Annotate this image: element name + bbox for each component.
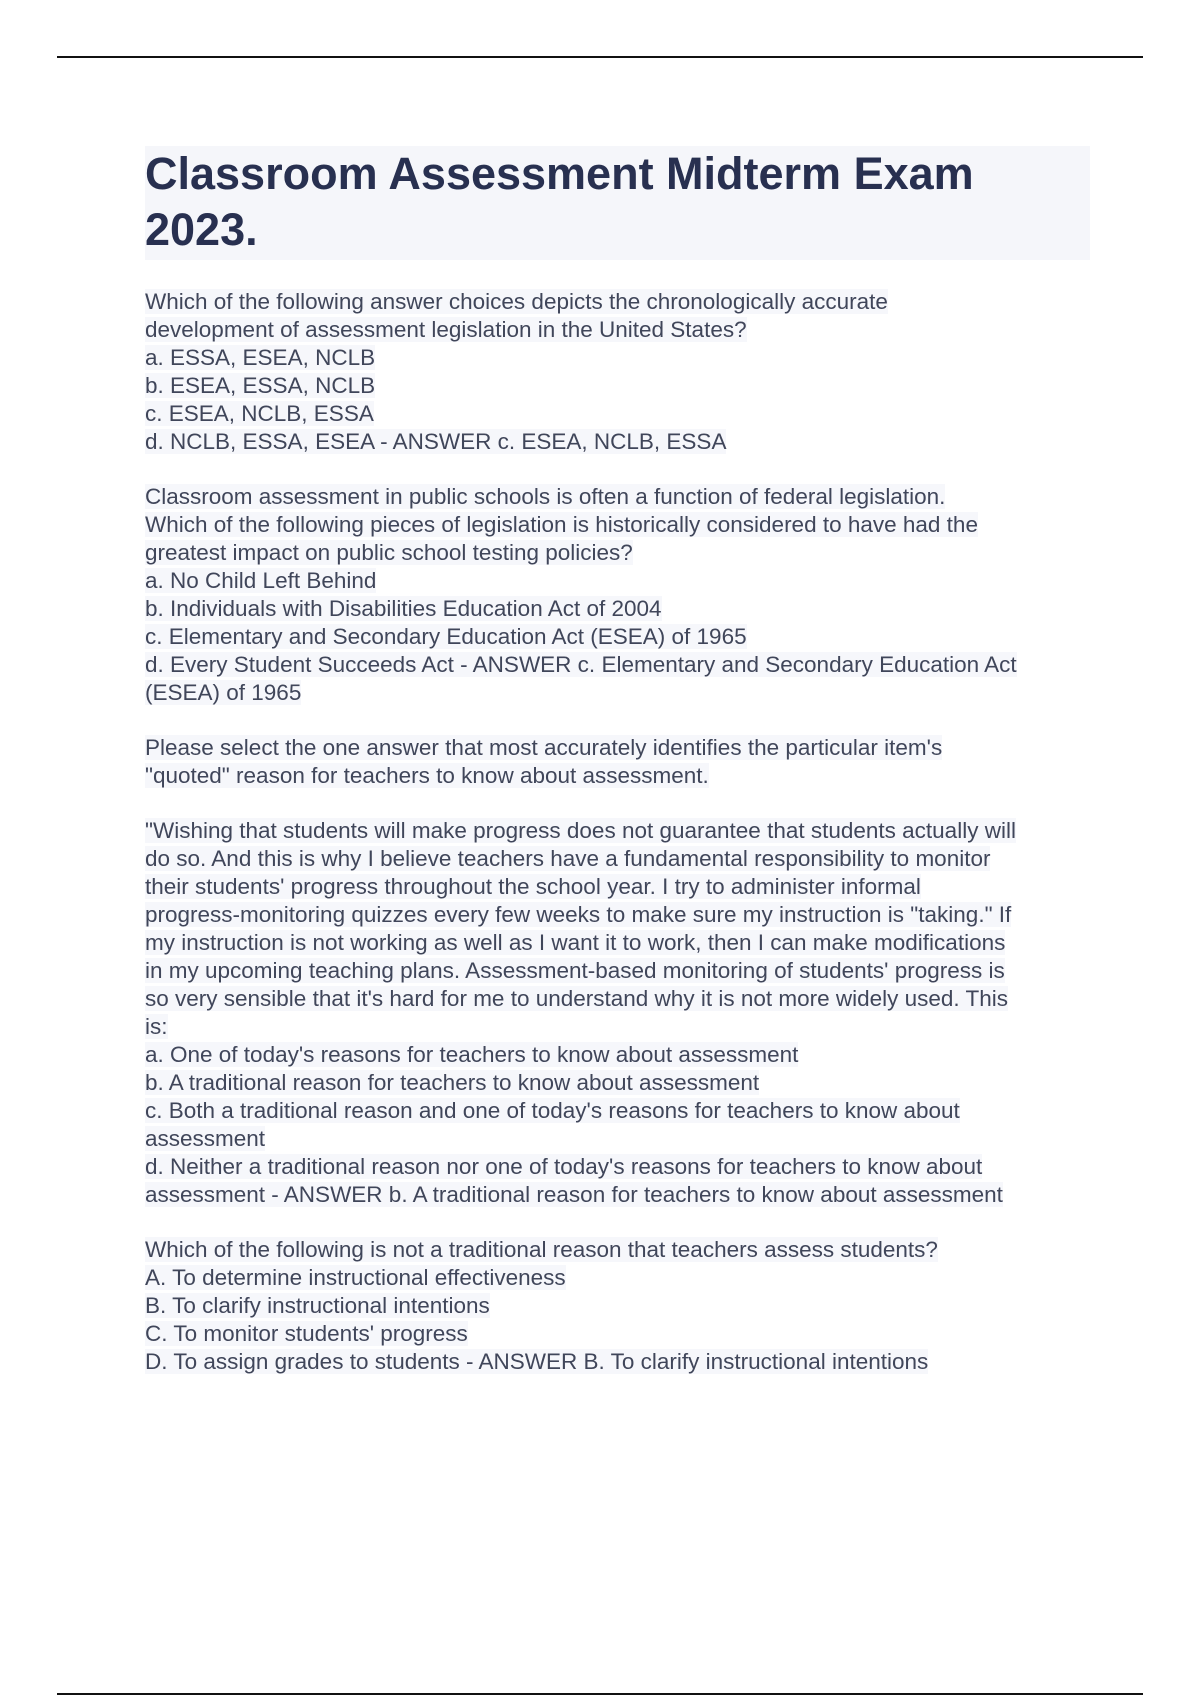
document-title: Classroom Assessment Midterm Exam 2023. xyxy=(145,148,974,255)
answer-option: a. No Child Left Behind xyxy=(145,568,377,593)
question-text: development of assessment legislation in the United States? xyxy=(145,317,747,342)
question-text: Which of the following is not a traditional reason that teachers assess students? xyxy=(145,1237,938,1262)
answer-option: c. Elementary and Secondary Education Act (ESEA) of 1965 xyxy=(145,624,747,649)
answer-option-with-answer: D. To assign grades to students - ANSWER B. To clarify instructional intentions xyxy=(145,1349,929,1374)
quote-text: do so. And this is why I believe teachers have a fundamental responsibility to monitor xyxy=(145,846,991,871)
answer-option: b. A traditional reason for teachers to know about assessment xyxy=(145,1070,760,1095)
question-block-2 xyxy=(145,483,1090,707)
title-box xyxy=(145,146,1090,260)
question-text: Please select the one answer that most accurately identifies the particular item's xyxy=(145,735,943,760)
quote-text: in my upcoming teaching plans. Assessment-based monitoring of students' progress is xyxy=(145,958,1005,983)
quote-text: progress-monitoring quizzes every few weeks to make sure my instruction is "taking." If xyxy=(145,902,1012,927)
quote-text: my instruction is not working as well as I want it to work, then I can make modifications xyxy=(145,930,1006,955)
answer-option: b. ESEA, ESSA, NCLB xyxy=(145,373,376,398)
question-block-3-intro xyxy=(145,734,1090,790)
answer-option: a. ESSA, ESEA, NCLB xyxy=(145,345,376,370)
answer-option: c. ESEA, NCLB, ESSA xyxy=(145,401,374,426)
answer-option: b. Individuals with Disabilities Education Act of 2004 xyxy=(145,596,662,621)
answer-option: B. To clarify instructional intentions xyxy=(145,1293,490,1318)
answer-option: assessment xyxy=(145,1126,266,1151)
page-bottom-rule xyxy=(57,1693,1143,1695)
answer-option: c. Both a traditional reason and one of today's reasons for teachers to know about xyxy=(145,1098,960,1123)
answer-option-with-answer: (ESEA) of 1965 xyxy=(145,680,302,705)
document-body xyxy=(145,146,1090,1403)
answer-option-with-answer: d. NCLB, ESSA, ESEA - ANSWER c. ESEA, NCLB, ESSA xyxy=(145,429,727,454)
quote-text: "Wishing that students will make progress does not guarantee that students actually will xyxy=(145,818,1016,843)
answer-option-with-answer: d. Every Student Succeeds Act - ANSWER c. Elementary and Secondary Education Act xyxy=(145,652,1017,677)
answer-option: A. To determine instructional effectiveness xyxy=(145,1265,566,1290)
answer-option: C. To monitor students' progress xyxy=(145,1321,468,1346)
question-block-3-quote xyxy=(145,817,1090,1209)
question-text: greatest impact on public school testing policies? xyxy=(145,540,633,565)
question-text: Classroom assessment in public schools is often a function of federal legislation. xyxy=(145,484,946,509)
question-block-4 xyxy=(145,1236,1090,1376)
page-top-rule xyxy=(57,56,1143,58)
quote-text: their students' progress throughout the school year. I try to administer informal xyxy=(145,874,921,899)
question-block-1 xyxy=(145,288,1090,456)
question-text: Which of the following answer choices depicts the chronologically accurate xyxy=(145,289,888,314)
quote-text: so very sensible that it's hard for me to understand why it is not more widely used. This xyxy=(145,986,1009,1011)
question-text: "quoted" reason for teachers to know about assessment. xyxy=(145,763,709,788)
answer-option-with-answer: assessment - ANSWER b. A traditional reason for teachers to know about assessment xyxy=(145,1182,1003,1207)
answer-option: a. One of today's reasons for teachers to know about assessment xyxy=(145,1042,799,1067)
answer-option: d. Neither a traditional reason nor one of today's reasons for teachers to know about xyxy=(145,1154,983,1179)
quote-text: is: xyxy=(145,1014,168,1039)
question-text: Which of the following pieces of legislation is historically considered to have had the xyxy=(145,512,978,537)
